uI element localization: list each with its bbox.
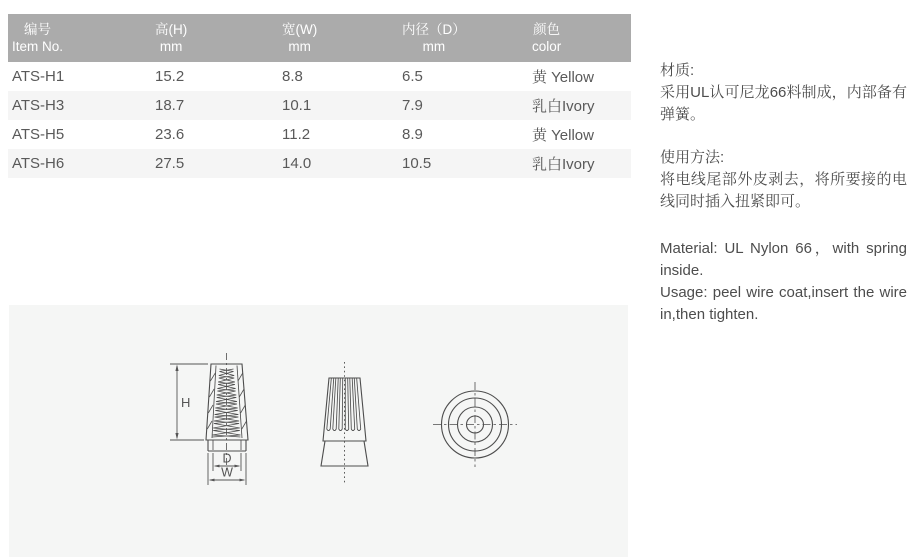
- inner-diameter-cell: 7.9: [402, 97, 423, 114]
- color-cell: 黄 Yellow: [532, 127, 594, 144]
- height-cell: 23.6: [155, 126, 185, 143]
- col-header-zh: 高(H): [155, 22, 188, 37]
- flutes: [327, 379, 361, 431]
- col-header-zh: 编号: [24, 22, 51, 37]
- color-cell: 黄 Yellow: [532, 69, 594, 86]
- info-panel: [660, 60, 907, 326]
- col-header-en: mm: [159, 39, 183, 54]
- item-no-cell: ATS-H6: [12, 155, 65, 172]
- col-header-inner-diameter: [385, 14, 513, 62]
- inner-diameter-cell: 10.5: [402, 155, 432, 172]
- table-row: [8, 149, 631, 178]
- col-header-color: [513, 14, 631, 62]
- usage-en: Usage: peel wire coat,insert the wire in,then tighten.: [660, 284, 907, 323]
- english-block: [660, 238, 907, 326]
- height-cell: 15.2: [155, 68, 185, 85]
- col-header-en: mm: [288, 39, 311, 54]
- color-cell: 乳白Ivory: [532, 156, 595, 173]
- usage-title: 使用方法:: [660, 149, 725, 166]
- width-cell: 10.1: [282, 97, 312, 114]
- col-header-zh: 内径（D）: [402, 22, 466, 37]
- item-no-cell: ATS-H5: [12, 126, 65, 143]
- width-cell: 11.2: [282, 126, 311, 143]
- col-header-zh: 颜色: [533, 22, 561, 37]
- col-header-item-no: [8, 14, 138, 62]
- color-cell: 乳白Ivory: [532, 98, 595, 115]
- top-view: [433, 382, 517, 467]
- table-row: [8, 62, 631, 91]
- material-en: Material: UL Nylon 66，with spring inside.: [660, 240, 907, 279]
- usage-body: 将电线尾部外皮剥去，将所要接的电线同时插入扭紧即可。: [660, 171, 907, 210]
- col-header-en: Item No.: [12, 39, 64, 54]
- col-header-width: [265, 14, 385, 62]
- table-row: [8, 120, 631, 149]
- item-no-cell: ATS-H1: [12, 68, 65, 85]
- side-view: [321, 362, 368, 484]
- drawing-panel: [9, 305, 628, 557]
- material-title: 材质:: [660, 62, 695, 79]
- dimension-label-d: D: [222, 451, 232, 466]
- height-cell: 18.7: [155, 97, 185, 114]
- height-cell: 27.5: [155, 155, 185, 172]
- col-header-height: [138, 14, 265, 62]
- wire-connector-drawing: [9, 305, 628, 557]
- spec-table: [8, 14, 631, 178]
- item-no-cell: ATS-H3: [12, 97, 65, 114]
- material-body: 采用UL认可尼龙66料制成，内部备有弹簧。: [660, 84, 907, 123]
- table-row: [8, 91, 631, 120]
- width-cell: 8.8: [282, 68, 303, 85]
- inner-diameter-cell: 6.5: [402, 68, 423, 85]
- col-header-en: mm: [422, 39, 446, 54]
- table-header-row: [8, 14, 631, 62]
- col-header-en: color: [532, 39, 562, 54]
- material-block: [660, 60, 907, 126]
- dimension-label-w: W: [221, 465, 233, 480]
- col-header-zh: 宽(W): [282, 22, 318, 37]
- width-cell: 14.0: [282, 155, 312, 172]
- inner-diameter-cell: 8.9: [402, 126, 423, 143]
- usage-block: [660, 147, 907, 213]
- dimension-label-h: H: [181, 395, 191, 410]
